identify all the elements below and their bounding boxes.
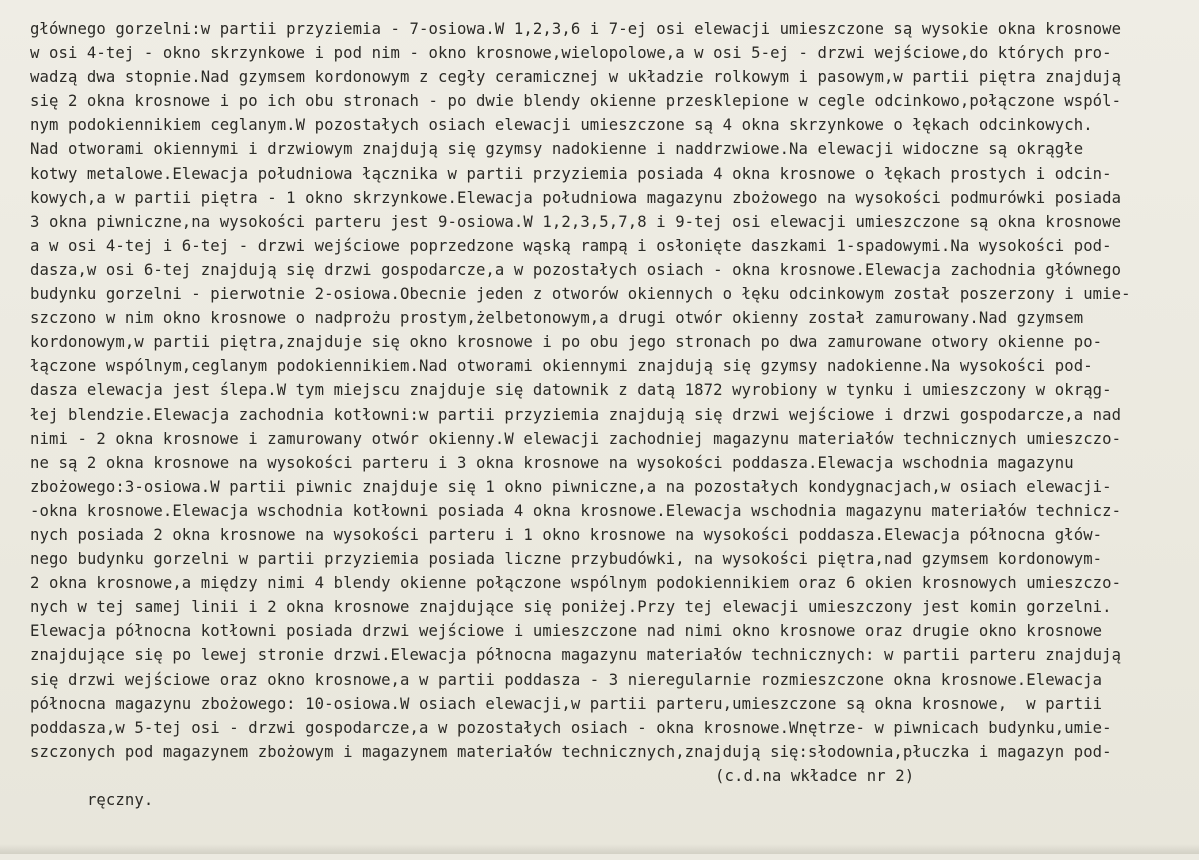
body-text — [30, 17, 1198, 809]
text-line-29: północna magazynu zbożowego: 10-osiowa.W osiach elewacji,w partii parteru,umieszczone są okna krosnowe, w partii — [30, 694, 1103, 713]
text-line-1: głównego gorzelni:w partii przyziemia - 7-osiowa.W 1,2,3,6 i 7-ej osi elewacji umieszczone są wysokie okna krosnowe — [30, 20, 1122, 38]
text-line-5: nym podokiennikiem ceglanym.W pozostałych osiach elewacji umieszczone są 4 okna skrzynkowe o łękach odcinkowych. — [30, 116, 1093, 135]
text-line-28: się drzwi wejściowe oraz okno krosnowe,a w partii poddasza - 3 nieregularnie rozmieszczone okna krosnowe.Elewacja — [30, 670, 1103, 689]
text-line-22: nych posiada 2 okna krosnowe na wysokości parteru i 1 okno krosnowe na wysokości poddasza.Elewacja północna głów- — [30, 525, 1103, 544]
final-line-text: ręczny. — [86, 791, 154, 809]
text-line-9: 3 okna piwniczne,na wysokości parteru jest 9-osiowa.W 1,2,3,5,7,8 i 9-tej osi elewacji umieszczone są okna krosnowe — [30, 212, 1122, 231]
text-line-6: Nad otworami okiennymi i drzwiowym znajdują się gzymsy nadokienne i naddrzwiowe.Na elewacji widoczne są okrągłe — [30, 140, 1084, 159]
text-line-14: kordonowym,w partii piętra,znajduje się okno krosnowe i po obu jego stronach po dwa zamurowane otwory okienne po- — [30, 333, 1103, 352]
text-line-19: ne są 2 okna krosnowe na wysokości parteru i 3 okna krosnowe na wysokości poddasza.Elewacja wschodnia magazynu — [30, 453, 1074, 472]
text-line-8: kowych,a w partii piętra - 1 okno skrzynkowe.Elewacja południowa magazynu zbożowego na wysokości podmurówki posiada — [30, 188, 1122, 207]
text-line-11: dasza,w osi 6-tej znajdują się drzwi gospodarcze,a w pozostałych osiach - okna krosnowe.Elewacja zachodnia głównego — [30, 260, 1122, 279]
text-line-26: Elewacja północna kotłowni posiada drzwi wejściowe i umieszczone nad nimi okno krosnowe oraz drugie okno krosnowe — [30, 622, 1103, 641]
text-line-13: szczono w nim okno krosnowe o nadprożu prostym,żelbetonowym,a drugi otwór okienny został zamurowany.Nad gzymsem — [30, 309, 1084, 328]
text-line-4: się 2 okna krosnowe i po ich obu stronach - po dwie blendy okienne przesklepione w cegle odcinkowo,połączone wspól- — [30, 92, 1122, 111]
text-line-12: budynku gorzelni - pierwotnie 2-osiowa.Obecnie jeden z otworów okiennych o łęku odcinkowym został poszerzony i umie- — [30, 285, 1131, 304]
page-bottom-shadow — [0, 844, 1199, 854]
text-line-2: w osi 4-tej - okno skrzynkowe i pod nim - okno krosnowe,wielopolowe,a w osi 5-ej - drzwi wejściowe,do których pro- — [30, 44, 1112, 63]
text-line-31: szczonych pod magazynem zbożowym i magazynem materiałów technicznych,znajdują się:słodownia,płuczka i magazyn pod- — [30, 742, 1112, 761]
continuation-note: (c.d.na wkładce nr 2) — [715, 766, 915, 785]
text-line-24: 2 okna krosnowe,a między nimi 4 blendy okienne połączone wspólnym podokiennikiem oraz 6 okien krosnowych umieszczo- — [30, 574, 1122, 593]
text-line-20: zbożowego:3-osiowa.W partii piwnic znajduje się 1 okno piwniczne,a na pozostałych kondygnacjach,w osiach elewacji- — [30, 477, 1112, 496]
text-line-10: a w osi 4-tej i 6-tej - drzwi wejściowe poprzedzone wąską rampą i osłonięte daszkami 1-spadowymi.Na wysokości pod- — [30, 236, 1112, 255]
text-line-17: łej blendzie.Elewacja zachodnia kotłowni:w partii przyziemia znajdują się drzwi wejściowe i drzwi gospodarcze,a nad — [30, 405, 1122, 424]
text-line-15: łączone wspólnym,ceglanym podokiennikiem.Nad otworami okiennymi znajdują się gzymsy nadokienne.Na wysokości pod- — [30, 357, 1093, 376]
text-line-30: poddasza,w 5-tej osi - drzwi gospodarcze,a w pozostałych osiach - okna krosnowe.Wnętrze- w piwnicach budynku,umie- — [30, 718, 1112, 737]
text-line-3: wadzą dwa stopnie.Nad gzymsem kordonowym z cegły ceramicznej w układzie rolkowym i pasowym,w partii piętra znajdują — [30, 68, 1122, 87]
text-line-27: znajdujące się po lewej stronie drzwi.Elewacja północna magazynu materiałów technicznych: w partii parteru znajdują — [30, 646, 1122, 665]
text-line-32 — [30, 764, 1198, 809]
text-line-16: dasza elewacja jest ślepa.W tym miejscu znajduje się datownik z datą 1872 wyrobiony w tynku i umieszczony w okrąg- — [30, 381, 1112, 400]
text-line-21: -okna krosnowe.Elewacja wschodnia kotłowni posiada 4 okna krosnowe.Elewacja wschodnia magazynu materiałów technicz- — [30, 501, 1122, 520]
text-line-7: kotwy metalowe.Elewacja południowa łącznika w partii przyziemia posiada 4 okna krosnowe o łękach prostych i odcin- — [30, 164, 1112, 183]
text-line-25: nych w tej samej linii i 2 okna krosnowe znajdujące się poniżej.Przy tej elewacji umieszczony jest komin gorzelni. — [30, 598, 1112, 617]
text-line-23: nego budynku gorzelni w partii przyziemia posiada liczne przybudówki, na wysokości piętra,nad gzymsem kordonowym- — [30, 550, 1103, 569]
text-line-18: nimi - 2 okna krosnowe i zamurowany otwór okienny.W elewacji zachodniej magazynu materiałów technicznych umieszczo- — [30, 429, 1122, 448]
